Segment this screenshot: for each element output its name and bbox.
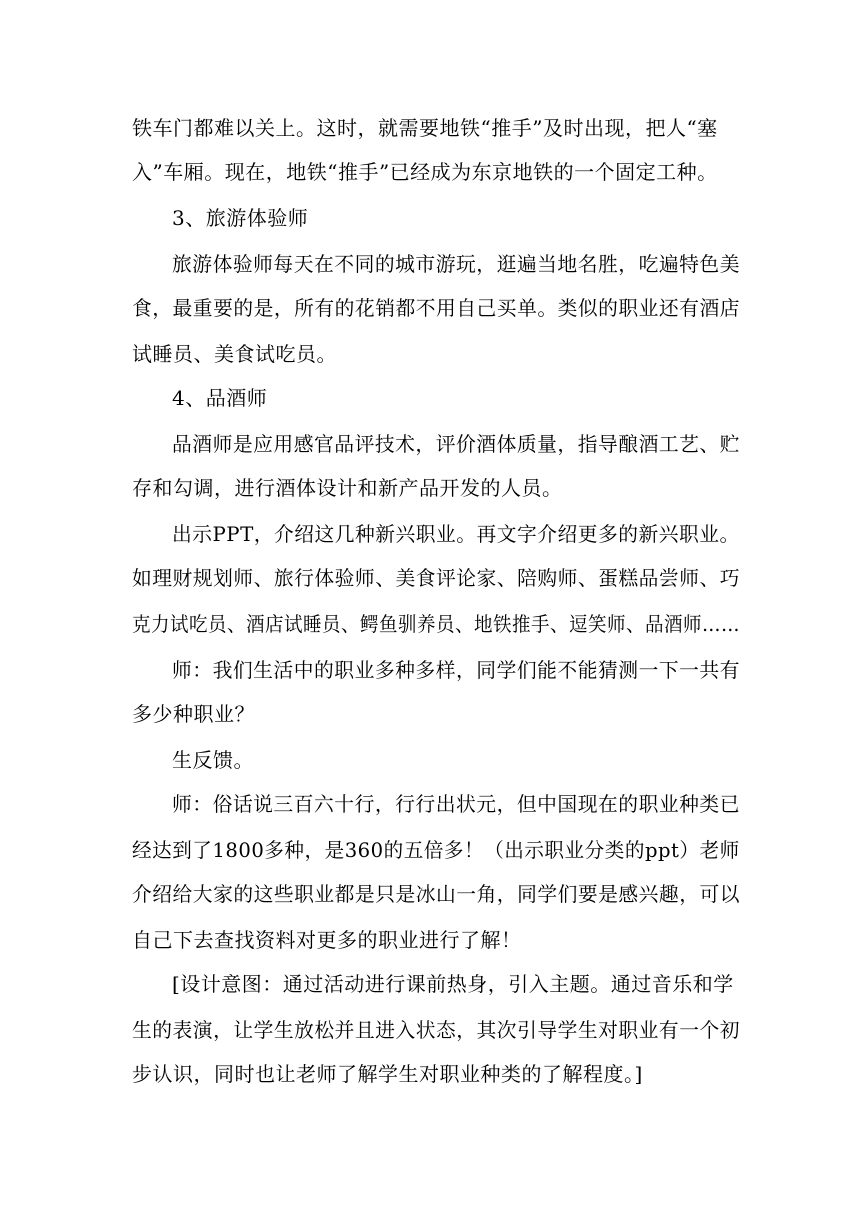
- design-intent-line: 生的表演，让学生放松并且进入状态，其次引导学生对职业有一个初: [132, 1018, 740, 1042]
- text-line: 试睡员、美食试吃员。: [132, 342, 337, 366]
- text-line: 师：我们生活中的职业多种多样，同学们能不能猜测一下一共有: [172, 658, 740, 682]
- section-heading: 3、旅游体验师: [172, 206, 309, 230]
- text-line: 品酒师是应用感官品评技术，评价酒体质量，指导酿酒工艺、贮: [172, 432, 740, 456]
- text-line: 旅游体验师每天在不同的城市游玩，逛遍当地名胜，吃遍特色美: [172, 252, 740, 276]
- text-line: 出示PPT，介绍这几种新兴职业。再文字介绍更多的新兴职业。: [172, 522, 740, 546]
- text-line: 自己下去查找资料对更多的职业进行了解！: [132, 928, 522, 952]
- text-line: 铁车门都难以关上。这时，就需要地铁“推手”及时出现，把人“塞: [132, 116, 718, 140]
- text-line: 介绍给大家的这些职业都是只是冰山一角，同学们要是感兴趣，可以: [132, 882, 740, 906]
- text-line: 入”车厢。现在，地铁“推手”已经成为东京地铁的一个固定工种。: [132, 160, 718, 184]
- text-line: 食，最重要的是，所有的花销都不用自己买单。类似的职业还有酒店: [132, 296, 740, 320]
- text-line: 如理财规划师、旅行体验师、美食评论家、陪购师、蛋糕品尝师、巧: [132, 566, 740, 590]
- design-intent-line: [设计意图：通过活动进行课前热身，引入主题。通过音乐和学: [172, 972, 734, 996]
- section-heading: 4、品酒师: [172, 386, 268, 410]
- text-line: 存和勾调，进行酒体设计和新产品开发的人员。: [132, 476, 563, 500]
- text-line: 经达到了1800多种，是360的五倍多！（出示职业分类的ppt）老师: [132, 838, 740, 862]
- text-line: 生反馈。: [172, 748, 254, 772]
- text-line: 克力试吃员、酒店试睡员、鳄鱼驯养员、地铁推手、逗笑师、品酒师……: [132, 612, 740, 636]
- design-intent-line: 步认识，同时也让老师了解学生对职业种类的了解程度。]: [132, 1062, 643, 1086]
- text-line: 师：俗话说三百六十行，行行出状元，但中国现在的职业种类已: [172, 792, 740, 816]
- text-line: 多少种职业？: [132, 702, 255, 726]
